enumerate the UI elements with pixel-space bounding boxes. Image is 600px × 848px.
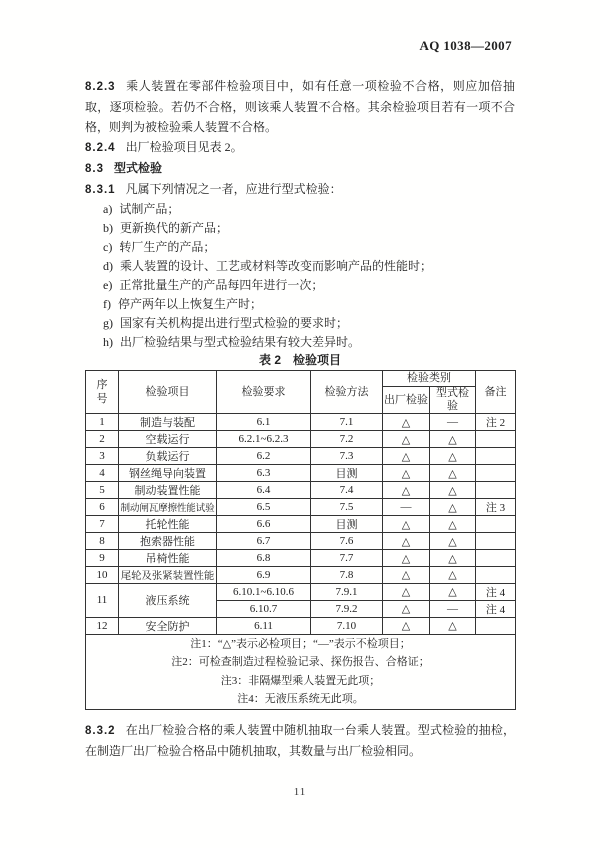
list-item xyxy=(103,257,515,276)
cell-no: 4 xyxy=(86,465,119,482)
cell-method: 7.7 xyxy=(311,550,383,567)
cell-item: 液压系统 xyxy=(119,583,217,617)
cell-note: 注 3 xyxy=(476,499,516,516)
cell-method: 7.10 xyxy=(311,617,383,634)
list-item xyxy=(103,295,515,314)
cell-item: 空载运行 xyxy=(119,431,217,448)
cell-note xyxy=(476,617,516,634)
list-item-label: h) xyxy=(103,335,113,349)
cell-method: 7.2 xyxy=(311,431,383,448)
list-item-label: b) xyxy=(103,221,113,235)
clause-text: 型式检验 xyxy=(114,161,163,175)
cell-note xyxy=(476,465,516,482)
cell-factory: △ xyxy=(383,414,430,431)
cell-factory: △ xyxy=(383,600,430,617)
col-header-method: 检验方法 xyxy=(311,371,383,414)
clause-number: 8.3.1 xyxy=(85,184,116,196)
cell-no: 12 xyxy=(86,617,119,634)
cell-item: 吊椅性能 xyxy=(119,550,217,567)
cell-requirement: 6.1 xyxy=(217,414,311,431)
cell-factory: △ xyxy=(383,533,430,550)
cell-type: △ xyxy=(430,516,476,533)
col-header-requirement: 检验要求 xyxy=(217,371,311,414)
section-8-2-3 xyxy=(85,76,515,137)
cell-note: 注 4 xyxy=(476,600,516,617)
cell-type: — xyxy=(430,414,476,431)
list-item-text: 停产两年以上恢复生产时； xyxy=(118,297,263,311)
cell-no: 7 xyxy=(86,516,119,533)
table-row xyxy=(86,567,516,584)
table-row xyxy=(86,482,516,499)
cell-method: 7.9.1 xyxy=(311,583,383,600)
list-item-label: d) xyxy=(103,259,113,273)
section-8-3-2 xyxy=(85,720,515,761)
cell-requirement: 6.11 xyxy=(217,617,311,634)
section-8-3-heading xyxy=(85,158,515,179)
list-item-label: a) xyxy=(103,202,113,216)
table-notes-row xyxy=(86,634,516,709)
cell-note xyxy=(476,567,516,584)
clause-number: 8.3.2 xyxy=(85,724,116,737)
type-inspection-conditions-list xyxy=(103,200,515,352)
list-item-text: 转厂生产的产品； xyxy=(119,240,216,254)
cell-no: 2 xyxy=(86,431,119,448)
section-8-3-1 xyxy=(85,179,515,200)
cell-type: △ xyxy=(430,533,476,550)
cell-note xyxy=(476,448,516,465)
cell-requirement: 6.4 xyxy=(217,482,311,499)
cell-requirement: 6.6 xyxy=(217,516,311,533)
cell-note xyxy=(476,431,516,448)
list-item-text: 出厂检验结果与型式检验结果有较大差异时。 xyxy=(120,335,361,349)
clause-text: 在出厂检验合格的乘人装置中随机抽取一台乘人装置。型式检验的抽检，在制造厂出厂检验合格品中随机抽取，其数量与出厂检验相同。 xyxy=(85,722,515,758)
clause-text: 出厂检验项目见表 2。 xyxy=(125,140,243,154)
cell-note: 注 2 xyxy=(476,414,516,431)
cell-type: △ xyxy=(430,617,476,634)
cell-method: 7.9.2 xyxy=(311,600,383,617)
table-title: 表 2 检验项目 xyxy=(258,353,341,367)
cell-no: 6 xyxy=(86,499,119,516)
cell-item: 钢丝绳导向装置 xyxy=(119,465,217,482)
cell-factory: △ xyxy=(383,482,430,499)
col-header-type-inspection: 型式检验 xyxy=(430,387,476,414)
cell-factory: △ xyxy=(383,583,430,600)
cell-no: 8 xyxy=(86,533,119,550)
section-8-2-4 xyxy=(85,137,515,158)
cell-factory: △ xyxy=(383,465,430,482)
cell-item: 安全防护 xyxy=(119,617,217,634)
cell-no: 1 xyxy=(86,414,119,431)
list-item-text: 试制产品； xyxy=(119,202,180,216)
cell-factory: △ xyxy=(383,448,430,465)
cell-type: △ xyxy=(430,431,476,448)
cell-factory: △ xyxy=(383,617,430,634)
document-content xyxy=(85,76,515,761)
col-header-factory-inspection: 出厂检验 xyxy=(383,387,430,414)
table-header-row xyxy=(86,371,516,387)
cell-method: 7.5 xyxy=(311,499,383,516)
cell-type: — xyxy=(430,600,476,617)
list-item-label: c) xyxy=(103,240,113,254)
cell-requirement: 6.3 xyxy=(217,465,311,482)
cell-type: △ xyxy=(430,465,476,482)
list-item-label: e) xyxy=(103,278,113,292)
cell-requirement: 6.7 xyxy=(217,533,311,550)
table-note: 注3：非隔爆型乘人装置无此项； xyxy=(220,674,381,687)
col-header-item: 检验项目 xyxy=(119,371,217,414)
cell-note xyxy=(476,516,516,533)
cell-no: 5 xyxy=(86,482,119,499)
cell-requirement: 6.5 xyxy=(217,499,311,516)
cell-requirement: 6.10.7 xyxy=(217,600,311,617)
col-header-remark: 备注 xyxy=(476,371,516,414)
cell-note: 注 4 xyxy=(476,583,516,600)
cell-method: 7.4 xyxy=(311,482,383,499)
list-item-text: 乘人装置的设计、工艺或材料等改变而影响产品的性能时； xyxy=(120,259,433,273)
table-row xyxy=(86,414,516,431)
inspection-items-table xyxy=(85,370,516,710)
cell-note xyxy=(476,550,516,567)
table-note: 注1：“△”表示必检项目；“—”表示不检项目； xyxy=(190,637,411,650)
cell-factory: △ xyxy=(383,550,430,567)
table-row xyxy=(86,617,516,634)
cell-item: 制造与装配 xyxy=(119,414,217,431)
cell-type: △ xyxy=(430,482,476,499)
cell-no: 3 xyxy=(86,448,119,465)
list-item-label: f) xyxy=(103,297,111,311)
clause-number: 8.2.3 xyxy=(85,81,116,93)
list-item xyxy=(103,200,515,219)
cell-item: 制动装置性能 xyxy=(119,482,217,499)
cell-item: 制动闸瓦摩擦性能试验 xyxy=(119,499,217,516)
cell-method: 目测 xyxy=(311,465,383,482)
page-number: 11 xyxy=(293,786,307,798)
cell-factory: △ xyxy=(383,431,430,448)
cell-method: 7.8 xyxy=(311,567,383,584)
list-item-label: g) xyxy=(103,316,113,330)
table-row xyxy=(86,516,516,533)
cell-type: △ xyxy=(430,448,476,465)
list-item-text: 国家有关机构提出进行型式检验的要求时； xyxy=(120,316,349,330)
list-item-text: 更新换代的新产品； xyxy=(120,221,229,235)
cell-type: △ xyxy=(430,583,476,600)
table-notes xyxy=(86,634,516,709)
cell-method: 7.1 xyxy=(311,414,383,431)
table-row xyxy=(86,465,516,482)
col-header-category: 检验类别 xyxy=(383,371,476,387)
clause-number: 8.2.4 xyxy=(85,142,116,154)
clause-number: 8.3 xyxy=(85,163,104,175)
list-item xyxy=(103,333,515,352)
cell-type: △ xyxy=(430,567,476,584)
table-row xyxy=(86,499,516,516)
cell-no: 10 xyxy=(86,567,119,584)
list-item-text: 正常批量生产的产品每四年进行一次； xyxy=(119,278,324,292)
cell-requirement: 6.2 xyxy=(217,448,311,465)
cell-no: 11 xyxy=(86,583,119,617)
cell-factory: △ xyxy=(383,516,430,533)
cell-item: 抱索器性能 xyxy=(119,533,217,550)
table-row xyxy=(86,550,516,567)
cell-type: △ xyxy=(430,499,476,516)
cell-method: 7.3 xyxy=(311,448,383,465)
cell-factory: — xyxy=(383,499,430,516)
col-header-no: 序号 xyxy=(86,371,119,414)
clause-text: 乘人装置在零部件检验项目中，如有任意一项检验不合格，则应加倍抽取，逐项检验。若仍不合格，则该乘人装置不合格。其余检验项目若有一项不合格，则判为被检验乘人装置不合格。 xyxy=(85,79,515,134)
list-item xyxy=(103,276,515,295)
table-note: 注2：可检查制造过程检验记录、探伤报告、合格证； xyxy=(171,656,430,669)
cell-note xyxy=(476,533,516,550)
cell-requirement: 6.8 xyxy=(217,550,311,567)
standard-code: AQ 1038—2007 xyxy=(419,38,512,53)
cell-factory: △ xyxy=(383,567,430,584)
cell-method: 7.6 xyxy=(311,533,383,550)
list-item xyxy=(103,219,515,238)
clause-text: 凡属下列情况之一者，应进行型式检验： xyxy=(125,182,342,196)
table-row xyxy=(86,431,516,448)
list-item xyxy=(103,238,515,257)
cell-requirement: 6.9 xyxy=(217,567,311,584)
cell-note xyxy=(476,482,516,499)
table-row xyxy=(86,583,516,600)
cell-item: 尾轮及张紧装置性能 xyxy=(119,567,217,584)
list-item xyxy=(103,314,515,333)
table-row xyxy=(86,448,516,465)
cell-item: 负载运行 xyxy=(119,448,217,465)
cell-requirement: 6.2.1~6.2.3 xyxy=(217,431,311,448)
cell-method: 目测 xyxy=(311,516,383,533)
cell-item: 托轮性能 xyxy=(119,516,217,533)
cell-type: △ xyxy=(430,550,476,567)
cell-no: 9 xyxy=(86,550,119,567)
table-note: 注4：无液压系统无此项。 xyxy=(237,693,364,706)
table-row xyxy=(86,533,516,550)
cell-requirement: 6.10.1~6.10.6 xyxy=(217,583,311,600)
